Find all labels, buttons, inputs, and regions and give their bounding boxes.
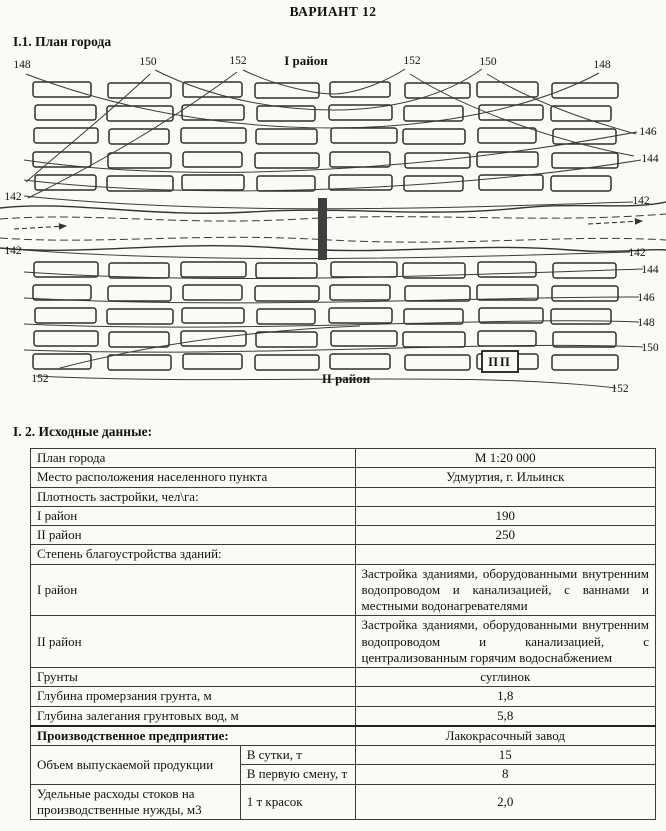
city-block: [405, 355, 470, 370]
city-block: [551, 106, 611, 121]
city-block: [477, 82, 538, 97]
city-block: [553, 332, 616, 347]
elevation-label: 152: [229, 55, 247, 67]
city-block: [35, 105, 96, 120]
table-row: [31, 784, 656, 820]
city-block: [182, 105, 244, 120]
city-block: [255, 83, 319, 98]
city-block: [551, 309, 611, 324]
city-block: [477, 152, 538, 167]
city-block: [552, 153, 618, 168]
city-block: [552, 355, 618, 370]
city-block: [330, 354, 390, 369]
elevation-label: 142: [4, 191, 22, 203]
elevation-label: 150: [641, 342, 659, 354]
city-block: [256, 332, 317, 347]
row-value: Удмуртия, г. Ильинск: [355, 468, 655, 487]
city-block: [255, 355, 319, 370]
initial-data-table: [30, 448, 656, 820]
table-row: [31, 468, 656, 487]
industrial-site-label: ПП: [488, 355, 512, 369]
city-block: [181, 262, 246, 277]
row-value: [355, 545, 655, 564]
river-bank: [0, 246, 666, 252]
row-sublabel: 1 т красок: [240, 784, 355, 820]
table-row: [31, 506, 656, 525]
row-label: II район: [31, 526, 356, 545]
row-value: 15: [355, 746, 655, 765]
row-value: М 1:20 000: [355, 449, 655, 468]
city-block: [329, 105, 392, 120]
city-block: [255, 153, 319, 168]
row-value: 5,8: [355, 706, 655, 726]
city-block: [256, 263, 317, 278]
elevation-label: 150: [139, 56, 157, 68]
elevation-label: 144: [641, 153, 659, 165]
row-sublabel: В первую смену, т: [240, 765, 355, 784]
city-block: [478, 128, 536, 143]
elevation-label: 142: [628, 247, 646, 259]
city-block: [255, 286, 319, 301]
row-value: Лакокрасочный завод: [355, 726, 655, 746]
city-block: [181, 128, 246, 143]
row-value: суглинок: [355, 668, 655, 687]
city-block: [405, 83, 470, 98]
city-block: [405, 286, 470, 301]
table-row: [31, 564, 656, 616]
table-row: [31, 526, 656, 545]
elevation-label: 146: [639, 126, 657, 138]
row-sublabel: В сутки, т: [240, 746, 355, 765]
riverside-road: [0, 237, 666, 242]
industrial-site-marker: [482, 351, 518, 372]
table-row: [31, 746, 656, 765]
flow-direction-arrow: [14, 226, 66, 229]
row-value: 8: [355, 765, 655, 784]
city-block: [257, 176, 315, 191]
elevation-label: 142: [632, 195, 650, 207]
table-row: [31, 616, 656, 668]
row-label: Производственное предприятие:: [31, 726, 356, 746]
row-value: 2,0: [355, 784, 655, 820]
elevation-label: 146: [637, 292, 655, 304]
city-block: [33, 285, 91, 300]
table-row: [31, 668, 656, 687]
city-block: [257, 309, 315, 324]
city-block: [331, 262, 397, 277]
city-block: [552, 286, 618, 301]
row-label: План города: [31, 449, 356, 468]
riverside-road: [0, 214, 666, 221]
river: [0, 198, 666, 260]
elevation-label: 142: [4, 245, 22, 257]
table-row: [31, 545, 656, 564]
city-block: [109, 129, 169, 144]
city-block: [478, 331, 536, 346]
city-block: [331, 128, 397, 143]
row-value: Застройка зданиями, оборудованными внутренним водопроводом и канализацией, с ваннами и местными водонагревателями: [355, 564, 655, 616]
row-label: Плотность застройки, чел\га:: [31, 487, 356, 506]
city-block: [182, 175, 244, 190]
city-block: [331, 331, 397, 346]
row-label: Удельные расходы стоков на производственные нужды, м3: [31, 784, 241, 820]
city-plan-map: [0, 52, 666, 400]
bridge: [318, 198, 327, 260]
row-label: I район: [31, 564, 356, 616]
elevation-label: 152: [403, 55, 421, 67]
city-block: [183, 354, 242, 369]
table-row: [31, 726, 656, 746]
row-label: Глубина промерзания грунта, м: [31, 687, 356, 706]
section-heading-initial-data: I. 2. Исходные данные:: [13, 424, 153, 439]
city-block: [553, 129, 616, 144]
page-title: ВАРИАНТ 12: [289, 4, 377, 19]
row-label: Грунты: [31, 668, 356, 687]
row-value: 250: [355, 526, 655, 545]
city-block: [403, 129, 465, 144]
row-value: 1,8: [355, 687, 655, 706]
city-block: [256, 129, 317, 144]
elevation-label: 152: [31, 373, 49, 385]
row-label: II район: [31, 616, 356, 668]
elevation-label: 148: [637, 317, 655, 329]
elevation-label: 150: [479, 56, 497, 68]
city-block: [183, 285, 242, 300]
section-heading-city-plan: I.1. План города: [13, 34, 112, 49]
city-block: [330, 152, 390, 167]
city-block: [404, 309, 463, 324]
city-block: [109, 332, 169, 347]
row-label: Место расположения населенного пункта: [31, 468, 356, 487]
city-block: [403, 332, 465, 347]
city-block: [182, 308, 244, 323]
flow-direction-arrow: [588, 221, 642, 224]
elevation-label: 144: [641, 264, 659, 276]
row-label: Глубина залегания грунтовых вод, м: [31, 706, 356, 726]
city-block: [108, 286, 171, 301]
city-block: [257, 106, 315, 121]
city-block: [479, 105, 543, 120]
city-block: [183, 152, 242, 167]
table-row: [31, 706, 656, 726]
district-1-label: I район: [284, 53, 328, 68]
district-2-label: II район: [321, 371, 371, 386]
row-label: Степень благоустройства зданий:: [31, 545, 356, 564]
city-block: [478, 262, 536, 277]
city-block: [33, 82, 91, 97]
table-row: [31, 487, 656, 506]
city-block: [34, 128, 98, 143]
city-block: [330, 285, 390, 300]
row-value: [355, 487, 655, 506]
row-label: I район: [31, 506, 356, 525]
city-block: [34, 331, 98, 346]
city-block: [108, 355, 171, 370]
city-block: [35, 308, 96, 323]
city-block: [107, 309, 173, 324]
city-block: [108, 83, 171, 98]
city-block: [108, 153, 171, 168]
table-row: [31, 449, 656, 468]
elevation-label: 148: [13, 59, 31, 71]
table-row: [31, 687, 656, 706]
row-label: Объем выпускаемой продукции: [31, 746, 241, 785]
elevation-label: 148: [593, 59, 611, 71]
city-block: [329, 308, 392, 323]
row-value: Застройка зданиями, оборудованными внутренним водопроводом и канализацией, с централизованным горячим водоснабжением: [355, 616, 655, 668]
row-value: 190: [355, 506, 655, 525]
city-block: [551, 176, 611, 191]
city-block: [109, 263, 169, 278]
elevation-label: 152: [611, 383, 629, 395]
city-block: [33, 354, 91, 369]
